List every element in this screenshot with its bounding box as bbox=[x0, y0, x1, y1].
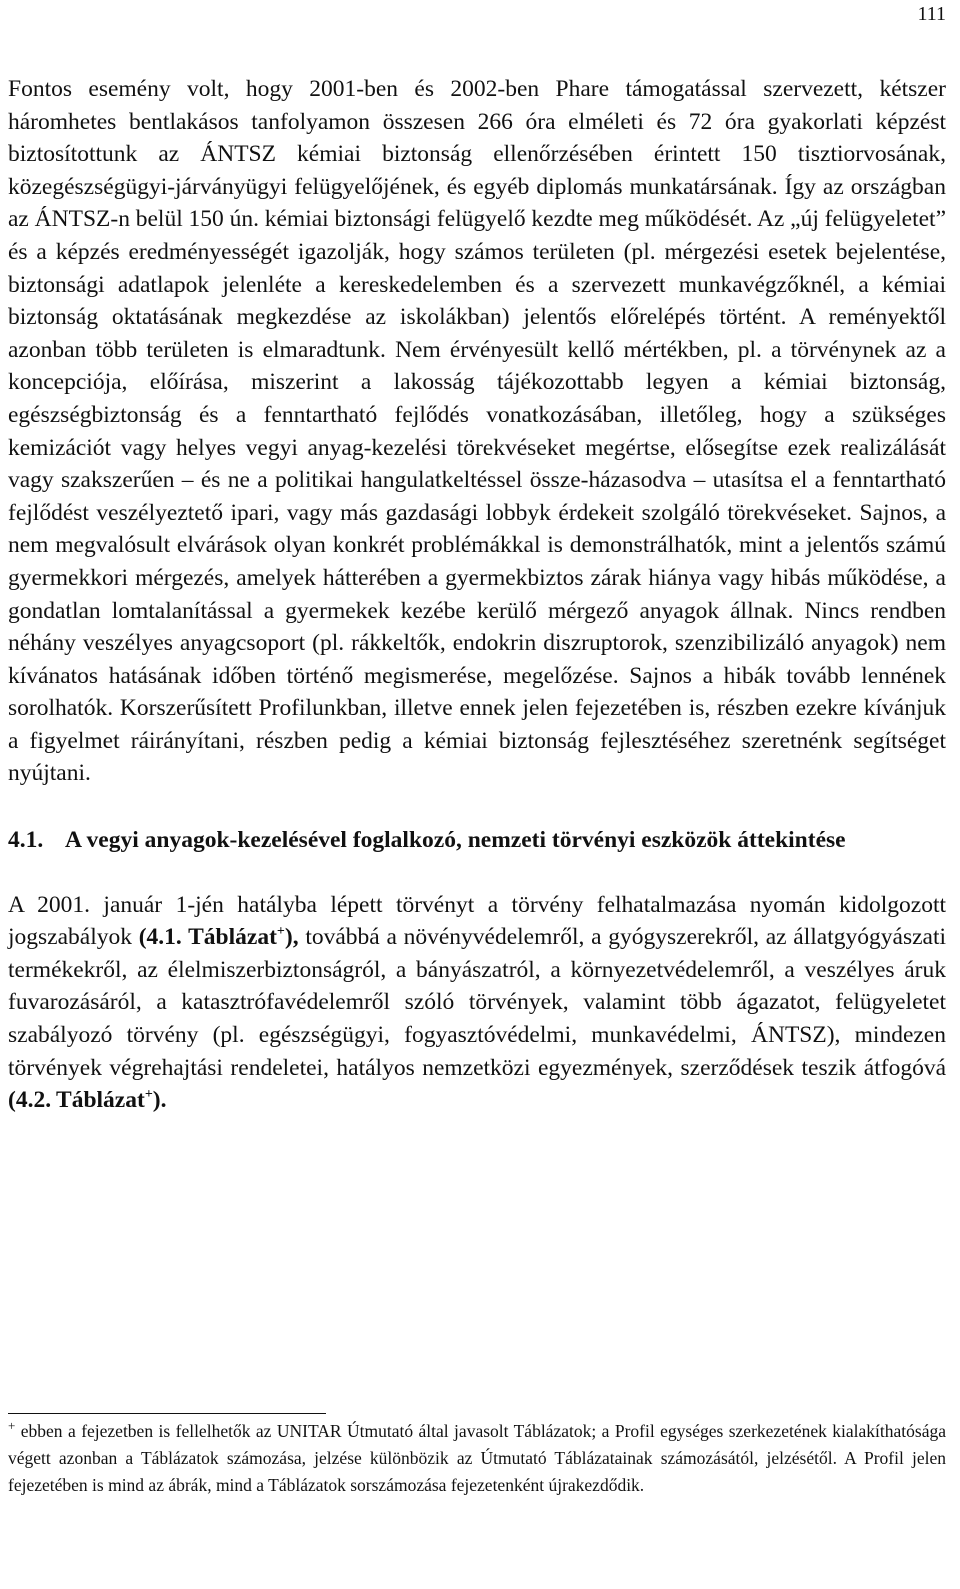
body-paragraph-intro: Fontos esemény volt, hogy 2001-ben és 2002-ben Phare támogatással szervezett, kétszer háromhetes bentlakásos tanfolyamon összesen 266 óra elméleti és 72 óra gyakorlati képzést biztosítottunk az ÁNTSZ kémiai biztonság ellenőrzésében érintett 150 tisztiorvosának, közegészségügyi-járványügyi felügyelőjének, és egyéb diplomás munkatársának. Így az országban az ÁNTSZ-n belül 150 ún. kémiai biztonsági felügyelő kezdte meg működését. Az „új felügyeletet” és a képzés eredményességét igazolják, hogy számos területen (pl. mérgezési esetek bejelentése, biztonsági adatlapok jelenléte a kereskedelemben és a szervezett munkavégzőknél, a kémiai biztonság oktatásának megkezdése az iskolákban) jelentős előrelépés történt. A reményektől azonban több területen is elmaradtunk. Nem érvényesült kellő mértékben, pl. a törvénynek az a koncepciója, előírása, miszerint a lakosság tájékozottabb legyen a kémiai biztonság, egészségbiztonság és a fenntartható fejlődés vonatkozásában, illetőleg, hogy a szükséges kemizációt vagy helyes vegyi anyag-kezelési törekvéseket megértse, elősegítse ezek realizálását vagy szakszerűen – és ne a politikai hangulatkeltéssel össze-házasodva – utasítsa el a fenntartható fejlődést veszélyeztető ipari, vagy más gazdasági lobbyk érdekeit szolgáló törekvéseket. Sajnos, a nem megvalósult elvárások olyan konkrét problémákkal is demonstrálhatók, mint a jelentős számú gyermekkori mérgezés, amelyek hátterében a gyermekbiztos zárak hiánya vagy hibás működése, a gondatlan lomtalanítással a gyermekek kezébe kerülő mérgező anyagok állnak. Nincs rendben néhány veszélyes anyagcsoport (pl. rákkeltők, endokrin diszruptorok, szenzibilizáló anyagok) nem kívánatos hatásának időben történő megismerése, megelőzése. Sajnos a hibák tovább lennének sorolhatók. Korszerűsített Profilunkban, illetve ennek jelen fejezetében is, részben ezekre kívánjuk a figyelmet ráirányítani, részben pedig a kémiai biztonság fejlesztéséhez szeretnénk segítséget nyújtani. bbox=[8, 76, 946, 787]
footnote-text: ebben a fejezetben is fellelhetők az UNITAR Útmutató által javasolt Táblázatok; a Profil egységes szerkezetének kialakíthatósága végett azonban a Táblázatok számozása, jelzése különbözik az Útmutató Táblázatainak számozásától, jelzésétől. A Profil jelen fejezetében is mind az ábrák, mind a Táblázatok sorszámozása fejezetenként újrakezdődik. bbox=[8, 1421, 946, 1495]
footnote bbox=[8, 1418, 946, 1499]
table-reference-close: ). bbox=[152, 1087, 167, 1114]
page-number: 111 bbox=[917, 3, 946, 25]
footnote-marker: + bbox=[144, 1087, 153, 1103]
section-heading bbox=[8, 824, 946, 857]
main-content bbox=[8, 73, 946, 1117]
table-reference-close: ), bbox=[284, 924, 299, 951]
section-number: 4.1. bbox=[8, 827, 44, 854]
paragraph-text: A 2001. január 1-jén hatályba lépett törvényt a törvény felhatalmazása nyomán kidolgozott jogszabályok bbox=[8, 891, 946, 951]
table-reference bbox=[139, 924, 299, 950]
table-reference bbox=[8, 1087, 167, 1113]
body-paragraph-legislation bbox=[8, 889, 946, 1117]
footnote-marker: + bbox=[276, 924, 285, 940]
section-title: A vegyi anyagok-kezelésével foglalkozó, nemzeti törvényi eszközök áttekintése bbox=[65, 827, 846, 854]
table-reference-label: (4.1. Táblázat bbox=[138, 924, 277, 951]
table-reference-label: (4.2. Táblázat bbox=[8, 1087, 145, 1114]
footnote-mark: + bbox=[8, 1418, 16, 1433]
paragraph-text: továbbá a növényvédelemről, a gyógyszerekről, az állatgyógyászati termékekről, az élelmiszerbiztonságról, a bányászatról, a környezetvédelemről, a veszélyes áruk fuvarozásáról, a katasztrófavédelemről szóló törvények, valamint több ágazatot, felügyeletet szabályozó törvény (pl. egészségügyi, fogyasztóvédelmi, munkavédelmi, ÁNTSZ), mindezen törvények végrehajtási rendeletei, hatályos nemzetközi egyezmények, szerződések teszik átfogóvá bbox=[8, 924, 947, 1081]
footnote-divider bbox=[8, 1413, 326, 1414]
